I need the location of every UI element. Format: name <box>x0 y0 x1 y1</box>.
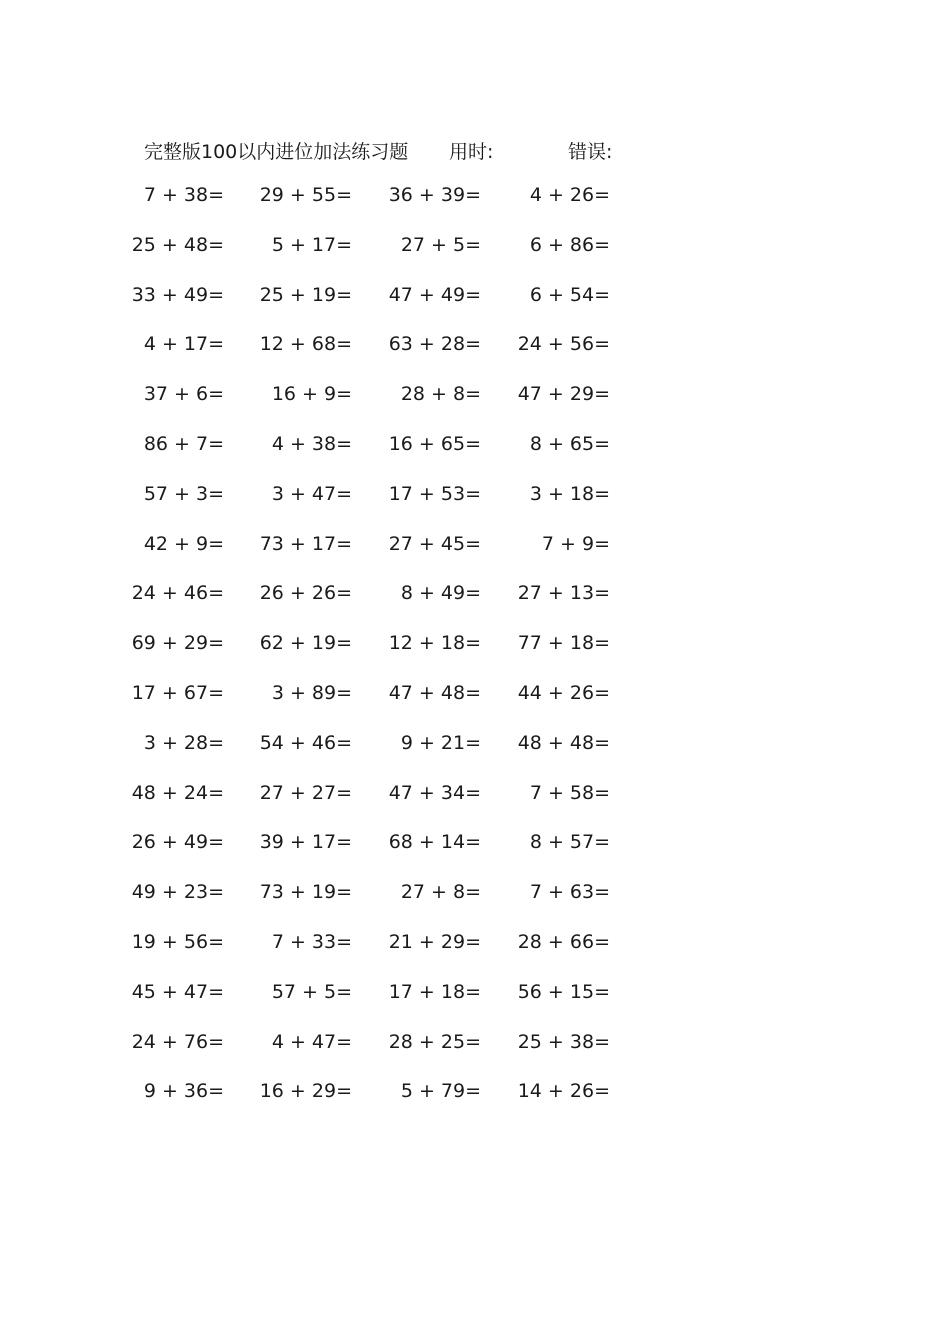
addition-problem: 73 + 19= <box>259 881 352 904</box>
addition-problem: 17 + 67= <box>131 682 224 704</box>
addition-problem: 45 + 47= <box>131 980 224 1003</box>
problem-row <box>0 184 700 216</box>
addition-problem: 33 + 49= <box>131 283 224 306</box>
addition-problem: 16 + 65= <box>388 433 481 455</box>
addition-problem: 44 + 26= <box>517 682 610 704</box>
addition-problem: 5 + 17= <box>271 233 352 256</box>
problem-row <box>0 881 700 913</box>
addition-problem: 24 + 76= <box>131 1030 224 1053</box>
addition-problem: 16 + 29= <box>259 1080 352 1103</box>
addition-problem: 56 + 15= <box>517 980 610 1003</box>
addition-problem: 48 + 24= <box>131 781 224 804</box>
problem-row <box>0 931 700 963</box>
addition-problem: 3 + 18= <box>529 482 610 505</box>
addition-problem: 8 + 65= <box>529 433 610 455</box>
addition-problem: 73 + 17= <box>259 532 352 555</box>
problem-row <box>0 533 700 565</box>
problem-row <box>0 632 700 664</box>
addition-problem: 77 + 18= <box>517 632 610 655</box>
addition-problem: 86 + 7= <box>143 433 224 455</box>
addition-problem: 3 + 47= <box>271 482 352 505</box>
addition-problem: 17 + 18= <box>388 980 481 1003</box>
addition-problem: 9 + 36= <box>143 1080 224 1103</box>
addition-problem: 7 + 38= <box>143 184 224 206</box>
problem-row <box>0 234 700 266</box>
addition-problem: 28 + 25= <box>388 1030 481 1053</box>
addition-problem: 4 + 47= <box>271 1030 352 1053</box>
addition-problem: 49 + 23= <box>131 881 224 904</box>
addition-problem: 7 + 58= <box>529 781 610 804</box>
addition-problem: 4 + 38= <box>271 433 352 455</box>
addition-problem: 39 + 17= <box>259 831 352 854</box>
error-count-label: 错误: <box>568 141 613 163</box>
addition-problem: 57 + 5= <box>271 980 352 1003</box>
addition-problem: 8 + 57= <box>529 831 610 854</box>
addition-problem: 16 + 9= <box>271 383 352 406</box>
addition-problem: 25 + 19= <box>259 283 352 306</box>
addition-problem: 6 + 86= <box>529 233 610 256</box>
addition-problem: 47 + 49= <box>388 283 481 306</box>
addition-problem: 28 + 66= <box>517 931 610 953</box>
addition-problem: 27 + 8= <box>400 881 481 904</box>
addition-problem: 9 + 21= <box>400 731 481 754</box>
addition-problem: 57 + 3= <box>143 482 224 505</box>
addition-problem: 29 + 55= <box>259 184 352 206</box>
worksheet-header <box>144 137 664 165</box>
problem-row <box>0 333 700 365</box>
problem-row <box>0 732 700 764</box>
addition-problem: 27 + 45= <box>388 532 481 555</box>
addition-problem: 3 + 28= <box>143 731 224 754</box>
problem-row <box>0 433 700 465</box>
addition-problem: 47 + 34= <box>388 781 481 804</box>
problem-row <box>0 981 700 1013</box>
addition-problem: 6 + 54= <box>529 283 610 306</box>
addition-problem: 48 + 48= <box>517 731 610 754</box>
addition-problem: 62 + 19= <box>259 632 352 655</box>
addition-problem: 19 + 56= <box>131 931 224 953</box>
addition-problem: 47 + 48= <box>388 682 481 704</box>
addition-problem: 25 + 38= <box>517 1030 610 1053</box>
addition-problem: 26 + 26= <box>259 582 352 605</box>
problem-row <box>0 383 700 415</box>
addition-problem: 17 + 53= <box>388 482 481 505</box>
problem-row <box>0 1080 700 1112</box>
addition-problem: 68 + 14= <box>388 831 481 854</box>
addition-problem: 25 + 48= <box>131 233 224 256</box>
problem-row <box>0 1031 700 1063</box>
addition-problem: 24 + 56= <box>517 333 610 356</box>
worksheet-title: 完整版100以内进位加法练习题 <box>144 141 409 163</box>
addition-problem: 26 + 49= <box>131 831 224 854</box>
addition-problem: 27 + 13= <box>517 582 610 605</box>
addition-problem: 28 + 8= <box>400 383 481 406</box>
addition-problem: 63 + 28= <box>388 333 481 356</box>
problem-row <box>0 483 700 515</box>
addition-problem: 27 + 5= <box>400 233 481 256</box>
addition-problem: 27 + 27= <box>259 781 352 804</box>
addition-problem: 42 + 9= <box>143 532 224 555</box>
problem-row <box>0 831 700 863</box>
addition-problem: 7 + 33= <box>271 931 352 953</box>
problem-row <box>0 682 700 714</box>
addition-problem: 14 + 26= <box>517 1080 610 1103</box>
addition-problem: 24 + 46= <box>131 582 224 605</box>
problem-row <box>0 782 700 814</box>
addition-problem: 3 + 89= <box>271 682 352 704</box>
time-used-label: 用时: <box>449 141 494 163</box>
problem-row <box>0 284 700 316</box>
addition-problem: 4 + 17= <box>143 333 224 356</box>
addition-problem: 7 + 9= <box>541 532 610 555</box>
addition-problem: 54 + 46= <box>259 731 352 754</box>
addition-problem: 7 + 63= <box>529 881 610 904</box>
addition-problem: 5 + 79= <box>400 1080 481 1103</box>
problem-row <box>0 582 700 614</box>
addition-problem: 36 + 39= <box>388 184 481 206</box>
addition-problem: 12 + 68= <box>259 333 352 356</box>
addition-problem: 37 + 6= <box>143 383 224 406</box>
addition-problem: 21 + 29= <box>388 931 481 953</box>
addition-problem: 8 + 49= <box>400 582 481 605</box>
addition-problem: 12 + 18= <box>388 632 481 655</box>
addition-problem: 69 + 29= <box>131 632 224 655</box>
addition-problem: 4 + 26= <box>529 184 610 206</box>
addition-problem: 47 + 29= <box>517 383 610 406</box>
